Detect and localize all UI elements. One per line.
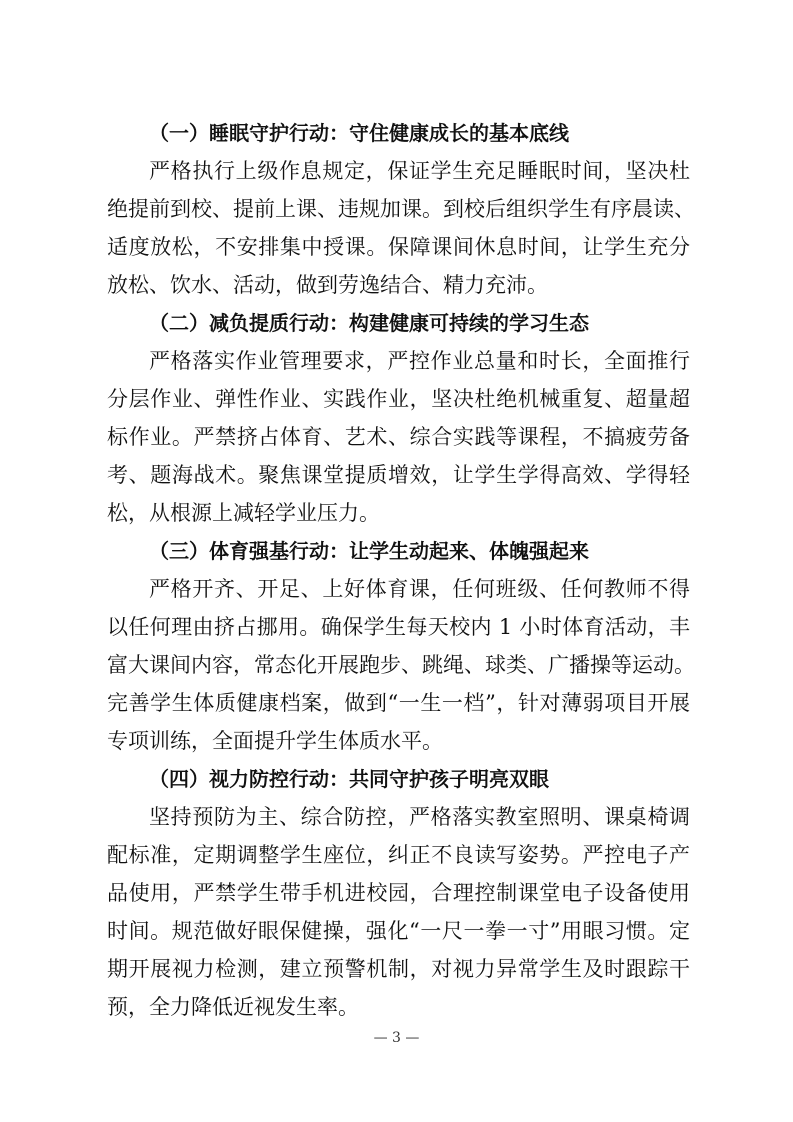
page-number: — 3 — (373, 1030, 420, 1046)
paragraph-line: 严格开齐、开足、上好体育课，任何班级、任何教师不得 (149, 577, 690, 601)
section (107, 304, 690, 532)
paragraph-line: 绝提前到校、提前上课、违规加课。到校后组织学生有序晨读、 (107, 197, 695, 221)
paragraph-line: 期开展视力检测，建立预警机制，对视力异常学生及时跟踪干 (107, 957, 690, 981)
paragraph-line: 分层作业、弹性作业、实践作业，坚决杜绝机械重复、超量超 (107, 387, 690, 411)
paragraph-line: 富大课间内容，常态化开展跑步、跳绳、球类、广播操等运动。 (107, 653, 695, 677)
document-body (107, 114, 695, 1026)
paragraph-line: 时间。规范做好眼保健操，强化“一尺一拳一寸”用眼习惯。定 (107, 919, 690, 943)
section-heading: （二）减负提质行动：构建健康可持续的学习生态 (149, 311, 589, 335)
section (107, 114, 695, 304)
paragraph-line: 以任何理由挤占挪用。确保学生每天校内 1 小时体育活动，丰 (107, 615, 690, 639)
section-heading: （四）视力防控行动：共同守护孩子明亮双眼 (149, 767, 549, 791)
paragraph-line: 严格执行上级作息规定，保证学生充足睡眠时间，坚决杜 (149, 159, 690, 183)
section-heading: （三）体育强基行动：让学生动起来、体魄强起来 (149, 539, 589, 563)
section (107, 532, 695, 760)
paragraph-line: 专项训练，全面提升学生体质水平。 (107, 729, 443, 753)
section-heading: （一）睡眠守护行动：守住健康成长的基本底线 (149, 121, 569, 145)
paragraph-line: 品使用，严禁学生带手机进校园，合理控制课堂电子设备使用 (107, 881, 690, 905)
paragraph-line: 完善学生体质健康档案，做到“一生一档”，针对薄弱项目开展 (107, 691, 690, 715)
paragraph-line: 严格落实作业管理要求，严控作业总量和时长，全面推行 (149, 349, 690, 373)
paragraph-line: 配标准，定期调整学生座位，纠正不良读写姿势。严控电子产 (107, 843, 690, 867)
section (107, 760, 690, 1026)
paragraph-line: 适度放松，不安排集中授课。保障课间休息时间，让学生充分 (107, 235, 690, 259)
paragraph-line: 坚持预防为主、综合防控，严格落实教室照明、课桌椅调 (149, 805, 690, 829)
paragraph-line: 考、题海战术。聚焦课堂提质增效，让学生学得高效、学得轻 (107, 463, 690, 487)
paragraph-line: 放松、饮水、活动，做到劳逸结合、精力充沛。 (107, 273, 548, 297)
paragraph-line: 标作业。严禁挤占体育、艺术、综合实践等课程，不搞疲劳备 (107, 425, 690, 449)
paragraph-line: 松，从根源上减轻学业压力。 (107, 501, 380, 525)
paragraph-line: 预，全力降低近视发生率。 (107, 995, 359, 1019)
